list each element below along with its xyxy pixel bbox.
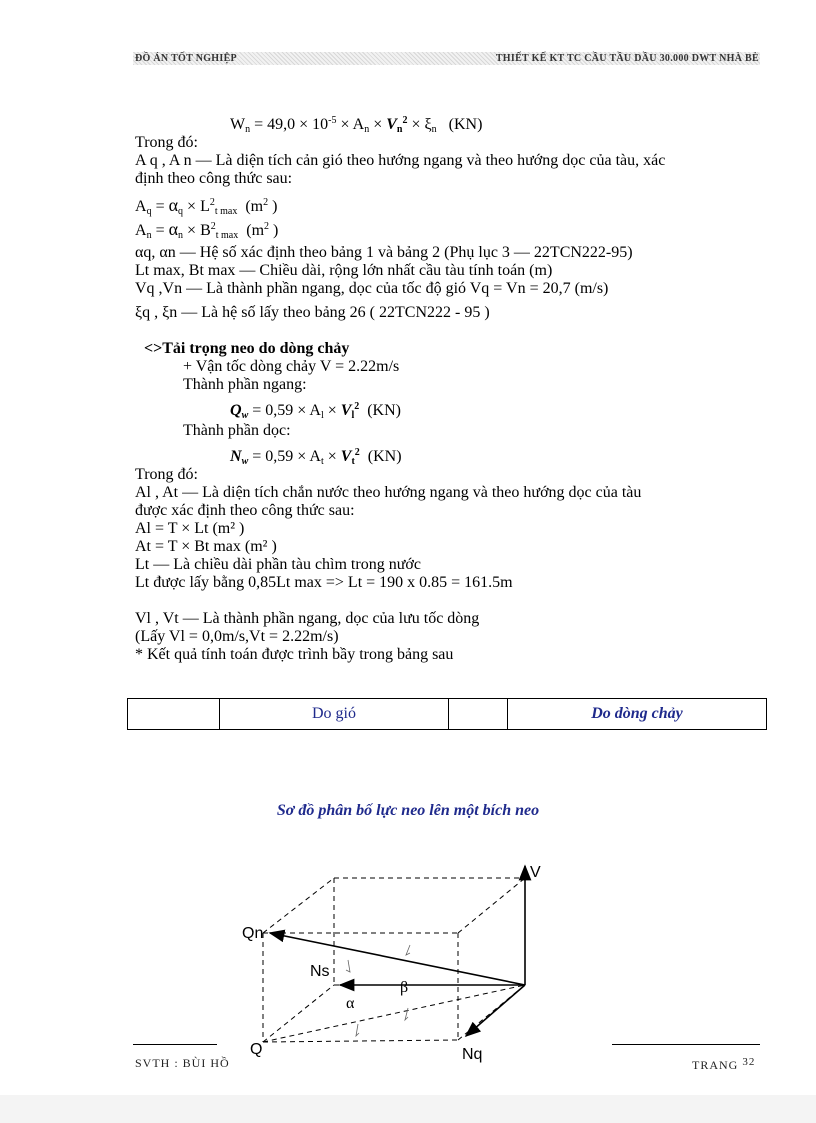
label-ns: Ns bbox=[310, 963, 330, 980]
footer-right: TRANG 32 bbox=[692, 1056, 756, 1072]
label-v: V bbox=[530, 864, 541, 881]
equation-wn: $W_n = 49,0 \times 10^{-5} \times A_n \times V_n^2 \times \xi_n$ (KN) bbox=[230, 115, 483, 135]
force-diagram bbox=[240, 860, 560, 1070]
aq-an-definition: A q , A n — Là diện tích cản gió theo hướng ngang và theo hướng dọc của tàu, xác bbox=[135, 152, 666, 169]
al-at-definition: Al , At — Là diện tích chắn nước theo hướng ngang và theo hướng dọc của tàu bbox=[135, 484, 642, 501]
equation-q: $Q_w = 0,59 \times A_l \times V_l^2$ (KN) bbox=[230, 401, 401, 421]
trong-do-2: Trong đó: bbox=[135, 466, 198, 483]
box-edge bbox=[263, 1040, 458, 1042]
page-number: 32 bbox=[742, 1056, 756, 1068]
table-header-wind: Do gió bbox=[220, 699, 449, 730]
velocity-line: + Vận tốc dòng chảy V = 2.22m/s bbox=[183, 358, 400, 375]
vq-vn-definition: Vq ,Vn — Là thành phần ngang, dọc của tốc độ gió Vq = Vn = 20,7 (m/s) bbox=[135, 280, 609, 297]
table-row bbox=[128, 699, 767, 730]
footer-rule-left bbox=[133, 1044, 217, 1045]
lt-calculation: Lt được lấy bằng 0,85Lt max => Lt = 190 x 0.85 = 161.5m bbox=[135, 574, 513, 591]
ngang-label: Thành phần ngang: bbox=[183, 376, 307, 393]
lay-line: (Lấy Vl = 0,0m/s,Vt = 2.22m/s) bbox=[135, 628, 339, 645]
page-bottom-band bbox=[0, 1095, 816, 1123]
footer-rule-right bbox=[612, 1044, 760, 1045]
lt-definition: Lt — Là chiều dài phần tàu chìm trong nước bbox=[135, 556, 421, 573]
header-right: THIẾT KẾ KT TC CẦU TẦU DẦU 30.000 DWT NHÀ BÈ bbox=[495, 53, 759, 64]
angle-mark bbox=[346, 960, 350, 972]
equation-an: $A_n = \alpha_n \times B^2_{t max}$ ($m^2$ ) bbox=[135, 219, 279, 241]
angle-mark bbox=[356, 1024, 359, 1036]
xi-definition: ξq , ξn — Là hệ số lấy theo bảng 26 ( 22TCN222 - 95 ) bbox=[135, 304, 490, 321]
equation-n: $N_w = 0,59 \times A_t \times V_t^2$ (KN) bbox=[230, 447, 402, 467]
footer-left: SVTH : BÙI HỒ bbox=[135, 1056, 230, 1070]
doc-label: Thành phần dọc: bbox=[183, 422, 291, 439]
equation-al: Al = T × Lt (m² ) bbox=[135, 520, 245, 537]
arrow-nq bbox=[466, 985, 525, 1036]
alpha-definition: αq, αn — Hệ số xác định theo bảng 1 và bảng 2 (Phụ lục 3 — 22TCN222-95) bbox=[135, 244, 633, 261]
section-current-load: <>Tải trọng neo do dòng chảy bbox=[144, 340, 350, 357]
label-nq: Nq bbox=[462, 1046, 483, 1063]
aq-an-definition-cont: định theo công thức sau: bbox=[135, 170, 293, 187]
vl-vt-definition: Vl , Vt — Là thành phần ngang, dọc của lưu tốc dòng bbox=[135, 610, 480, 627]
diagonal bbox=[263, 985, 525, 1042]
trong-do-1: Trong đó: bbox=[135, 134, 198, 151]
al-at-definition-cont: được xác định theo công thức sau: bbox=[135, 502, 355, 519]
label-alpha: α bbox=[346, 995, 355, 1012]
box-edge bbox=[263, 878, 334, 933]
box-edge bbox=[263, 985, 334, 1042]
angle-mark bbox=[406, 945, 410, 955]
box-edge bbox=[458, 878, 525, 933]
label-q: Q bbox=[250, 1041, 263, 1058]
equation-aq: $A_q = \alpha_q \times L^2_{t max}$ ($m^2$ ) bbox=[135, 195, 278, 217]
equation-at: At = T × Bt max (m² ) bbox=[135, 538, 277, 555]
header-left: ĐỒ ÁN TỐT NGHIỆP bbox=[135, 53, 237, 64]
result-note: * Kết quả tính toán được trình bầy trong bảng sau bbox=[135, 646, 454, 663]
label-qn: Qn bbox=[242, 925, 264, 942]
figure-title: Sơ đồ phân bố lực neo lên một bích neo bbox=[276, 802, 540, 819]
table-cell bbox=[128, 699, 220, 730]
angle-mark bbox=[405, 1008, 408, 1020]
label-beta: β bbox=[400, 979, 409, 996]
table-header-current: Do dòng chảy bbox=[508, 699, 767, 730]
results-table bbox=[127, 698, 767, 730]
table-cell bbox=[449, 699, 508, 730]
arrow-qn bbox=[270, 933, 525, 985]
lt-bt-definition: Lt max, Bt max — Chiều dài, rộng lớn nhất cầu tàu tính toán (m) bbox=[135, 262, 553, 279]
